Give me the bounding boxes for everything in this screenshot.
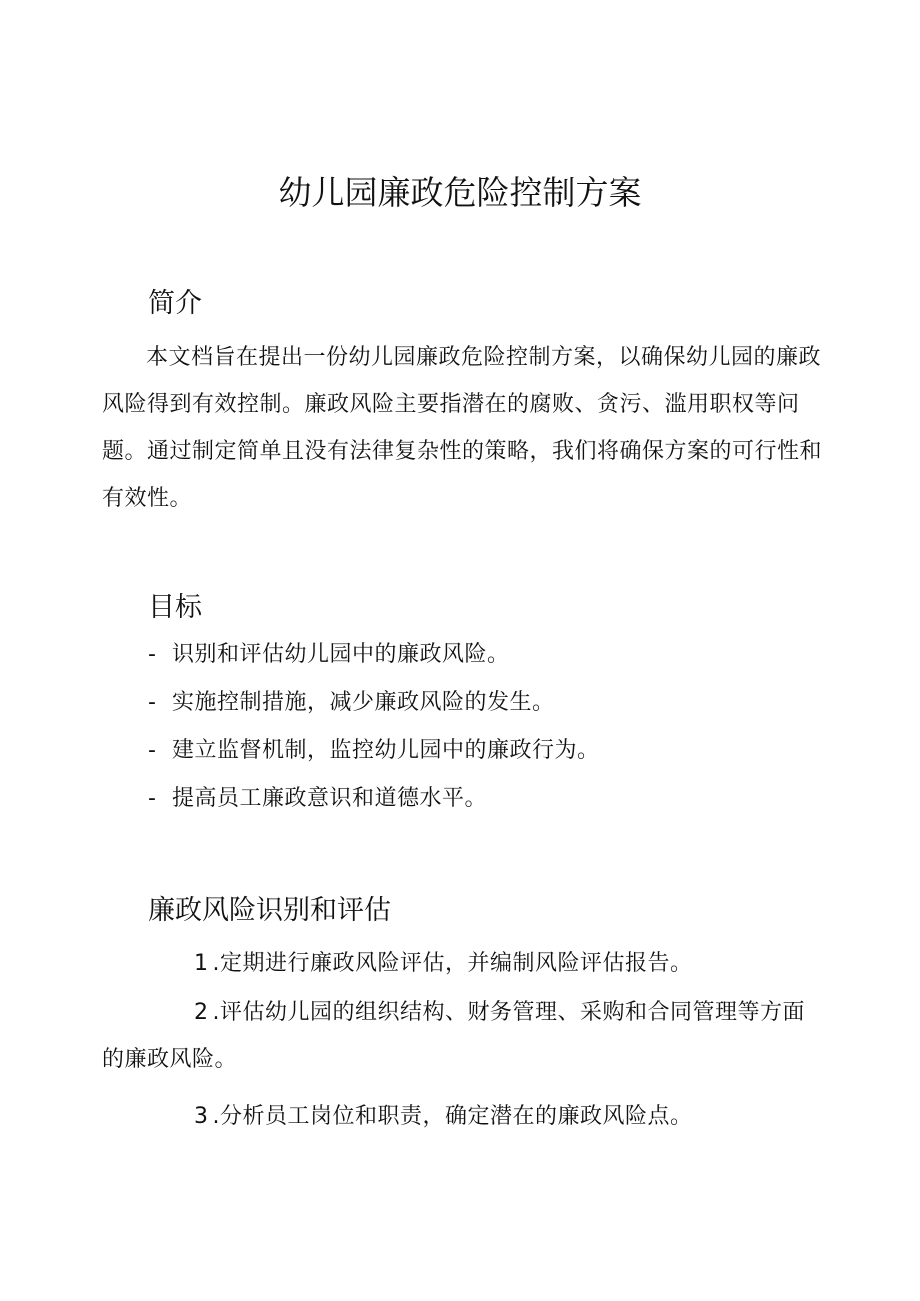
goal-text: 识别和评估幼儿园中的廉政风险。 <box>172 642 510 667</box>
step-text: .定期进行廉政风险评估，并编制风险评估报告。 <box>212 951 693 976</box>
goal-list <box>148 640 828 832</box>
step-text: .评估幼儿园的组织结构、财务管理、采购和合同管理等方面的廉政风险。 <box>102 1000 805 1072</box>
section-heading-intro: 简介 <box>148 288 202 319</box>
goal-text: 提高员工廉政意识和道德水平。 <box>172 786 488 811</box>
step-text: .分析员工岗位和职责，确定潜在的廉政风险点。 <box>212 1104 693 1129</box>
bullet-dash: - <box>148 642 157 667</box>
bullet-dash: - <box>148 786 157 811</box>
intro-paragraph: 本文档旨在提出一份幼儿园廉政危险控制方案，以确保幼儿园的廉政风险得到有效控制。廉政风险主要指潜在的腐败、贪污、滥用职权等问题。通过制定简单且没有法律复杂性的策略，我们将确保方案的可行性和有效性。 <box>102 345 823 511</box>
goal-text: 实施控制措施，减少廉政风险的发生。 <box>172 690 555 715</box>
step-number: 3 <box>194 1104 209 1129</box>
assessment-step <box>102 989 820 1083</box>
section-heading-assessment: 廉政风险识别和评估 <box>148 895 391 926</box>
step-number: 2 <box>194 1000 209 1025</box>
assessment-step <box>102 1093 820 1140</box>
goal-text: 建立监督机制，监控幼儿园中的廉政行为。 <box>172 738 600 763</box>
assessment-step <box>102 940 820 987</box>
step-number: 1 <box>194 951 209 976</box>
list-item <box>148 688 828 736</box>
section-heading-goals: 目标 <box>148 592 202 623</box>
list-item <box>148 784 828 832</box>
document-title: 幼儿园廉政危险控制方案 <box>278 173 642 212</box>
list-item <box>148 736 828 784</box>
bullet-dash: - <box>148 738 157 763</box>
bullet-dash: - <box>148 690 157 715</box>
list-item <box>148 640 828 688</box>
